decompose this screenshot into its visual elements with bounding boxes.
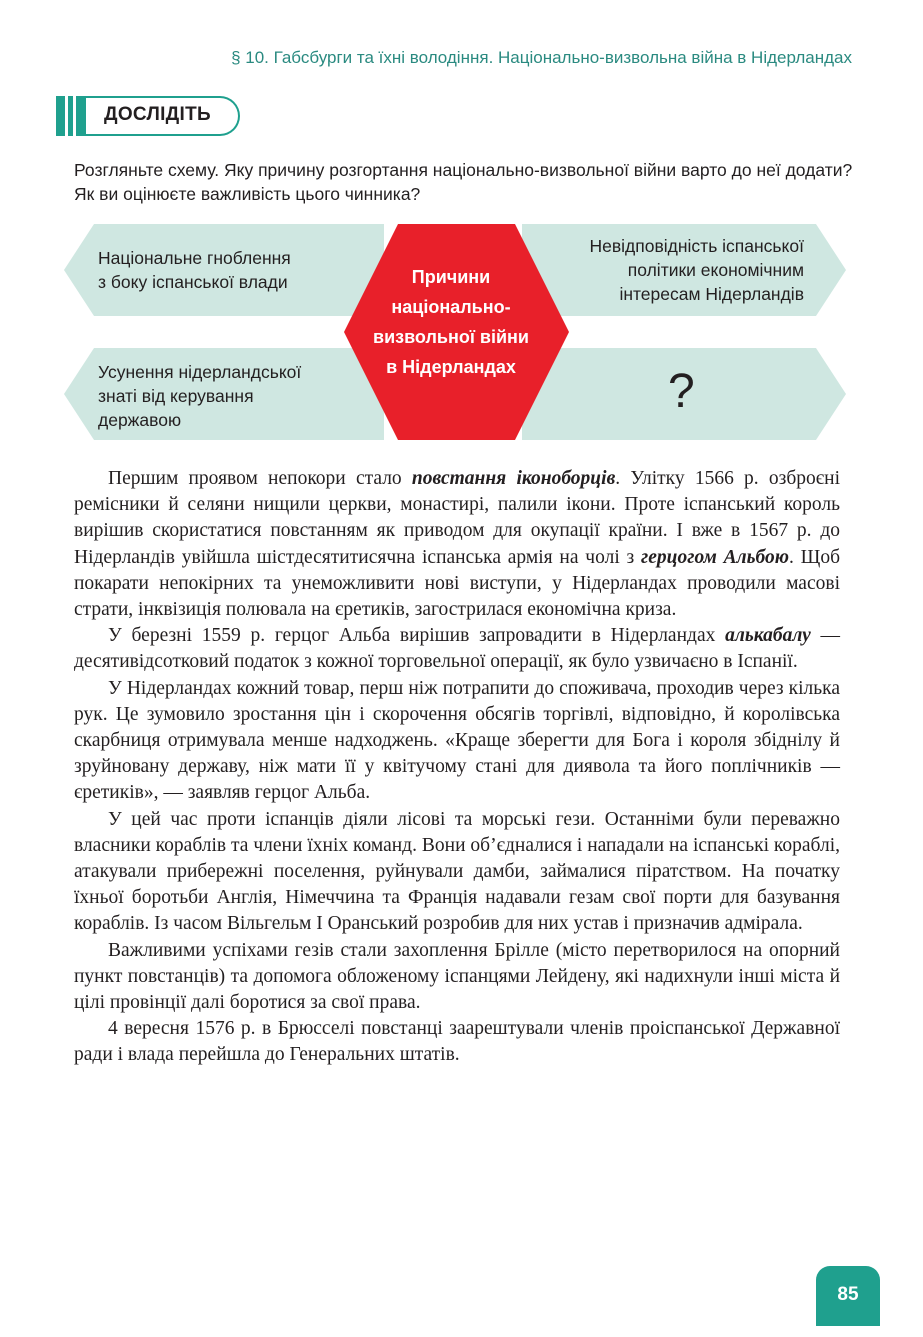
text-run: У цей час проти іспанців діяли лісові та морські гези. Останніми були переважно власники кораблів та члени їхніх команд. Вони об’єдналися і нападали на іспанські кораблі, атакували прибережні поселення, руйнували дамби, займалися піратством. На початку їхньої боротьби Англія, Німеччина та Франція надавали гезам свої порти для базування кораблів. Із часом Вільгельм І Оранський розробив для них устав і призначив адмірала. — [74, 808, 840, 935]
text-run: Першим проявом непокори стало — [108, 468, 412, 489]
main-text — [74, 466, 840, 1069]
text-run: У березні 1559 р. герцог Альба вирішив запровадити в Нідерландах — [108, 625, 726, 647]
paragraph — [74, 1016, 840, 1068]
text-run: У Нідерландах кожний товар, перш ніж потрапити до споживача, проходив через кілька рук. Це зумовило зростання цін і скорочення обсягів торгівлі, відповідно, й королівська скарбниця отримувала менше надходжень. «Краще зберегти для Бога і короля збіднілу й зруйновану державу, ніж мати її у квітучому стані для диявола та його поплічників — єретиків», — заявляв герцог Альба. — [74, 677, 840, 804]
key-term: алькабалу — [725, 625, 811, 647]
cause-nobility-removal: Усунення нідерландської знаті від керування державою — [98, 362, 302, 430]
paragraph — [74, 938, 840, 1017]
explore-label: ДОСЛІДІТЬ — [104, 104, 211, 125]
task-question: Розгляньте схему. Яку причину розгортання національно-визвольної війни варто до неї додати? Як ви оцінюєте важливість цього чинника? — [74, 160, 853, 204]
explore-heading — [56, 96, 246, 136]
paragraph — [74, 623, 840, 675]
text-run: — десятивідсотковий податок з кожної торговельної операції, як було узвичаєно в Іспанії. — [74, 625, 840, 673]
heading-stripe — [56, 96, 65, 136]
paragraph — [74, 807, 840, 938]
heading-stripe — [68, 96, 73, 136]
page-number: 85 — [837, 1284, 859, 1305]
text-run: 4 вересня 1576 р. в Брюсселі повстанці заарештували членів проіспанської Державної ради і влада перейшла до Генеральних штатів. — [74, 1018, 840, 1066]
question-mark: ? — [668, 365, 695, 418]
key-term: повстання іконоборців — [411, 468, 616, 489]
text-run: . Щоб покарати непокірних та унеможливити нові виступи, у Нідерландах проводили масові страти, інквізиція полювала на єретиків, загострилася економічна криза. — [74, 546, 841, 621]
cause-economic-mismatch: Невідповідність іспанської політики економічним інтересам Нідерландів — [589, 236, 804, 304]
key-term: герцогом Альбою — [641, 546, 789, 568]
text-run: . Улітку 1566 р. озброєні ремісники й селяни нищили церкви, монастирі, палили ікони. Проте іспанський король вирішив скористатися повстанням як приводом для окупації країни. І вже в 1567 р. до Нідерландів увійшла шістдесятитисячна іспанська армія на чолі з — [74, 468, 840, 568]
paragraph — [74, 676, 840, 807]
causes-diagram — [64, 224, 846, 446]
running-header: § 10. Габсбурги та їхні володіння. Національно-визвольна війна в Нідерландах — [231, 48, 852, 67]
text-run: Важливими успіхами гезів стали захоплення Брілле (місто перетворилося на опорний пункт повстанців) та допомога обложеному іспанцями Лейдену, які надихнули інші міста й цілі провінції далі боротися за свої права. — [74, 939, 840, 1014]
heading-stripe — [76, 96, 86, 136]
cause-national-oppression: Національне гноблення з боку іспанської влади — [98, 248, 291, 292]
page-number-tab — [816, 1266, 880, 1326]
diagram-center-title: Причини національно- визвольної війни в Нідерландах — [373, 267, 529, 377]
paragraph — [74, 466, 840, 623]
